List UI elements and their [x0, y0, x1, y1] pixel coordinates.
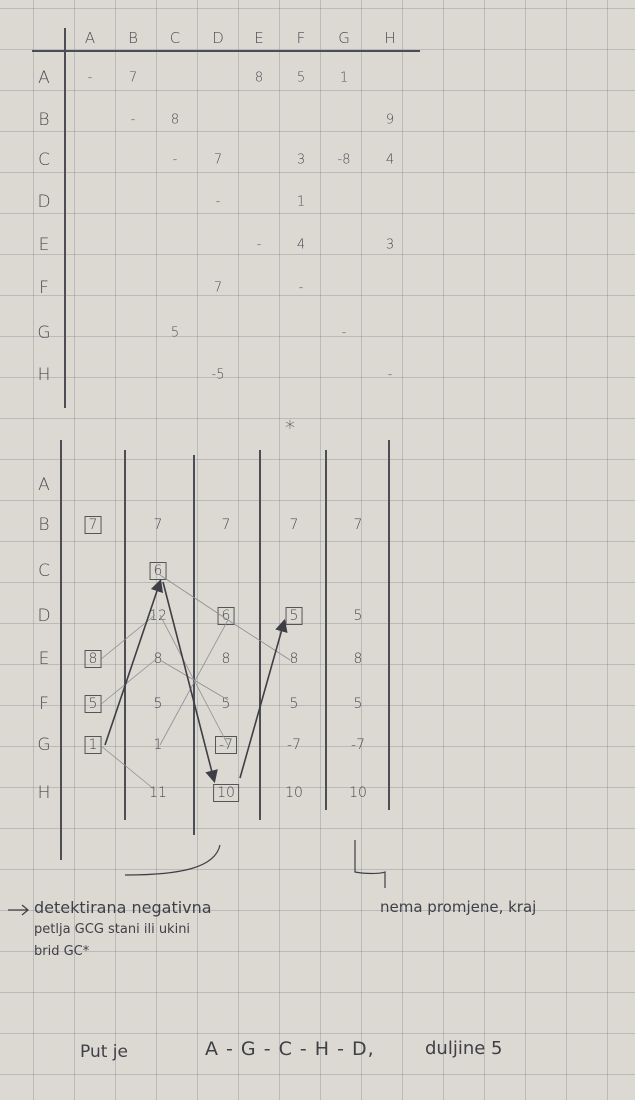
note-negative-cycle-2: petlja GCG stani ili ukini — [34, 922, 191, 937]
iteration-value: -7 — [351, 737, 365, 753]
table-cell: -5 — [211, 367, 225, 383]
table-row-header: E — [38, 235, 50, 255]
table-cell: 7 — [128, 70, 138, 86]
iteration-value: 8 — [85, 650, 102, 668]
iteration-value: 10 — [285, 785, 303, 801]
iteration-row-header: D — [37, 606, 51, 626]
table-row-header: F — [39, 278, 49, 298]
table-column-header: C — [169, 29, 181, 47]
table-row-header: A — [38, 68, 50, 88]
table-row-header: C — [38, 150, 50, 170]
table-column-header: B — [128, 29, 138, 47]
table-cell: 4 — [296, 237, 306, 253]
table-cell: 8 — [254, 70, 264, 86]
iteration-value: 5 — [153, 696, 163, 712]
table-cell: 7 — [213, 152, 223, 168]
iteration-value: 11 — [149, 785, 167, 801]
arrow-h-to-d — [240, 622, 284, 778]
table-cell: 5 — [170, 325, 180, 341]
table-cell: 3 — [296, 152, 306, 168]
table-column-header: F — [296, 29, 306, 47]
iteration-value: 6 — [218, 607, 235, 625]
iteration-value: 7 — [353, 517, 363, 533]
table-cell: 3 — [385, 237, 395, 253]
iteration-value: 1 — [153, 737, 163, 753]
iteration-value: 1 — [85, 736, 102, 754]
iteration-row-header: E — [38, 649, 50, 669]
table-cell: - — [387, 367, 393, 383]
iteration-value: 7 — [289, 517, 299, 533]
brace-right — [355, 840, 385, 888]
table-cell: - — [298, 280, 304, 296]
iteration-value: 5 — [353, 608, 363, 624]
faint-relaxation-lines — [100, 575, 290, 790]
table-row-header: G — [37, 323, 51, 343]
iteration-value: 8 — [353, 651, 363, 667]
table-cell: 9 — [385, 112, 395, 128]
iteration-value: 8 — [221, 651, 231, 667]
table-cell: - — [215, 194, 221, 210]
arrow-to-note — [8, 905, 28, 915]
iteration-value: 8 — [289, 651, 299, 667]
note-no-change: nema promjene, kraj — [380, 898, 537, 916]
table-row-header: H — [37, 365, 51, 385]
arrow-c-to-h — [163, 582, 214, 780]
iteration-value: 5 — [286, 607, 303, 625]
iteration-value: 8 — [153, 651, 163, 667]
table-column-header: G — [338, 29, 350, 47]
note-negative-cycle-3: brid GC* — [34, 944, 90, 959]
iteration-value: 12 — [149, 608, 167, 624]
table-cell: 4 — [385, 152, 395, 168]
table-cell: 7 — [213, 280, 223, 296]
iteration-value: 5 — [221, 696, 231, 712]
iteration-row-header: C — [38, 561, 50, 581]
table-cell: 8 — [170, 112, 180, 128]
table-cell: - — [256, 237, 262, 253]
iteration-value: 10 — [349, 785, 367, 801]
star-marker: * — [285, 416, 295, 440]
iteration-value: 5 — [289, 696, 299, 712]
iteration-row-header: A — [38, 475, 50, 495]
result-prefix: Put je — [80, 1042, 128, 1062]
table-column-header: H — [384, 29, 396, 47]
table-cell: 1 — [296, 194, 306, 210]
arrow-g-to-c — [105, 582, 160, 745]
table-cell: -8 — [337, 152, 351, 168]
iteration-row-header: H — [37, 783, 51, 803]
iteration-value: -7 — [215, 736, 237, 754]
table-cell: - — [172, 152, 178, 168]
note-negative-cycle-1: detektirana negativna — [34, 898, 212, 917]
iteration-value: 7 — [153, 517, 163, 533]
iteration-value: 7 — [221, 517, 231, 533]
table-column-header: A — [84, 29, 96, 47]
result-length: duljine 5 — [425, 1038, 503, 1059]
iteration-row-header: B — [38, 515, 50, 535]
table-cell: 1 — [339, 70, 349, 86]
table-row-header: B — [38, 110, 50, 130]
table-row-header: D — [37, 192, 51, 212]
result-path: A - G - C - H - D, — [205, 1038, 375, 1060]
iteration-value: 6 — [150, 562, 167, 580]
iteration-row-header: G — [37, 735, 51, 755]
table-cell: - — [130, 112, 136, 128]
table-cell: - — [87, 70, 93, 86]
iteration-value: 5 — [85, 695, 102, 713]
table-cell: - — [341, 325, 347, 341]
iteration-row-header: F — [39, 694, 49, 714]
iteration-value: 10 — [213, 784, 239, 802]
table-column-header: E — [254, 29, 264, 47]
iteration-value: 7 — [85, 516, 102, 534]
brace-under-columns — [125, 845, 220, 875]
table-column-header: D — [212, 29, 224, 47]
iteration-value: 5 — [353, 696, 363, 712]
table-cell: 5 — [296, 70, 306, 86]
iteration-value: -7 — [287, 737, 301, 753]
